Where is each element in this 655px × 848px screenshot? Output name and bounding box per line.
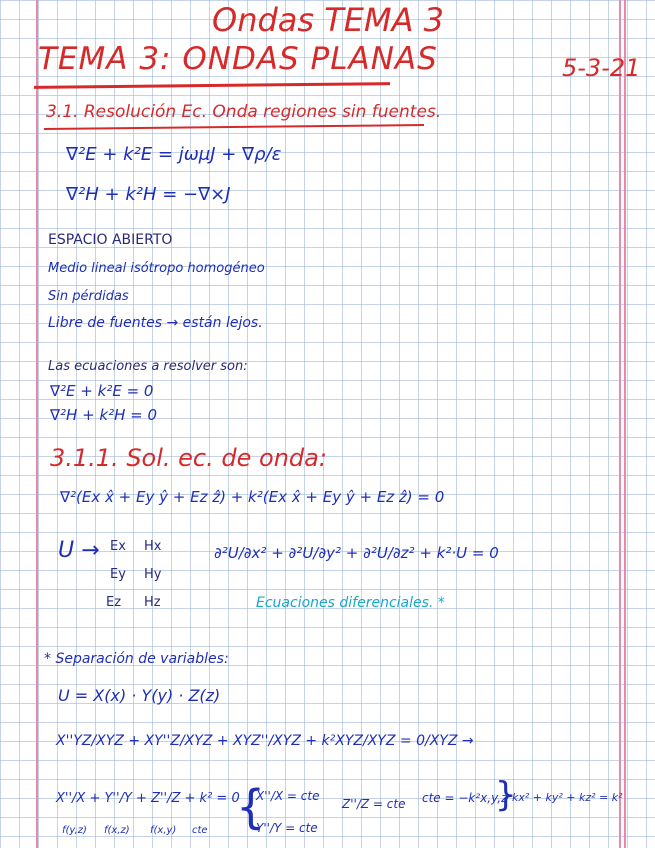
component-hy: Hy (144, 567, 162, 582)
component-ey: Ey (110, 567, 126, 582)
separation-heading: * Separación de variables: (44, 651, 229, 667)
dependency-x-z: f(x,z) (104, 825, 130, 836)
course-title: Ondas TEMA 3 (212, 1, 445, 39)
margin-line-right-2 (624, 0, 626, 848)
topic-title-underline (34, 82, 390, 89)
section-3-1-1-heading: 3.1.1. Sol. ec. de onda: (50, 444, 327, 472)
equation-wave-e: ∇²E + k²E = jωμJ + ∇ρ/ε (66, 144, 282, 165)
espacio-abierto-title: ESPACIO ABIERTO (48, 232, 173, 248)
margin-line-left (36, 0, 38, 848)
z-relation: Z''/Z = cte (342, 797, 406, 811)
equation-wave-h: ∇²H + k²H = −∇×J (66, 184, 231, 205)
product-form-equation: U = X(x) · Y(y) · Z(z) (58, 686, 221, 705)
dependency-cte: cte (192, 825, 208, 836)
equations-intro: Las ecuaciones a resolver son: (48, 359, 248, 374)
section-3-1-heading: 3.1. Resolución Ec. Onda regiones sin fuentes. (46, 102, 442, 122)
component-hz: Hz (144, 595, 161, 610)
expanded-equation: ∇²(Ex x̂ + Ey ŷ + Ez ẑ) + k²(Ex x̂ + Ey ŷ + Ez ẑ) = 0 (60, 488, 445, 506)
constant-relation: cte = −k²x,y,z (422, 791, 508, 805)
margin-line-right-1 (619, 0, 621, 848)
reduced-equation: X''/X + Y''/Y + Z''/Z + k² = 0 (56, 791, 240, 806)
component-hx: Hx (144, 539, 162, 554)
medium-property-3: Libre de fuentes → están lejos. (48, 315, 263, 331)
dependency-x-y: f(x,y) (150, 825, 177, 836)
section-3-1-underline (44, 124, 424, 130)
u-symbol: U → (58, 538, 100, 563)
medium-property-2: Sin pérdidas (48, 289, 129, 304)
divided-equation: X''YZ/XYZ + XY''Z/XYZ + XYZ''/XYZ + k²XYZ/XYZ = 0/XYZ → (56, 733, 474, 749)
equation-helmholtz-e: ∇²E + k²E = 0 (50, 382, 154, 400)
helmholtz-scalar-equation: ∂²U/∂x² + ∂²U/∂y² + ∂²U/∂z² + k²·U = 0 (214, 544, 499, 562)
component-ez: Ez (106, 595, 122, 610)
topic-title: TEMA 3: ONDAS PLANAS (38, 41, 438, 77)
system-x-equation: X''/X = cte (256, 789, 320, 803)
equation-helmholtz-h: ∇²H + k²H = 0 (50, 406, 158, 424)
system-y-equation: Y''/Y = cte (256, 821, 318, 835)
result-brace: } (495, 775, 517, 815)
component-ex: Ex (110, 539, 126, 554)
medium-property-1: Medio lineal isótropo homogéneo (48, 261, 265, 276)
final-k-relation: kx² + ky² + kz² = k² (512, 791, 623, 804)
diff-equations-note: Ecuaciones diferenciales. * (256, 595, 445, 611)
system-brace: { (236, 780, 266, 834)
dependency-y-z: f(y,z) (62, 825, 87, 836)
date: 5-3-21 (562, 54, 641, 82)
